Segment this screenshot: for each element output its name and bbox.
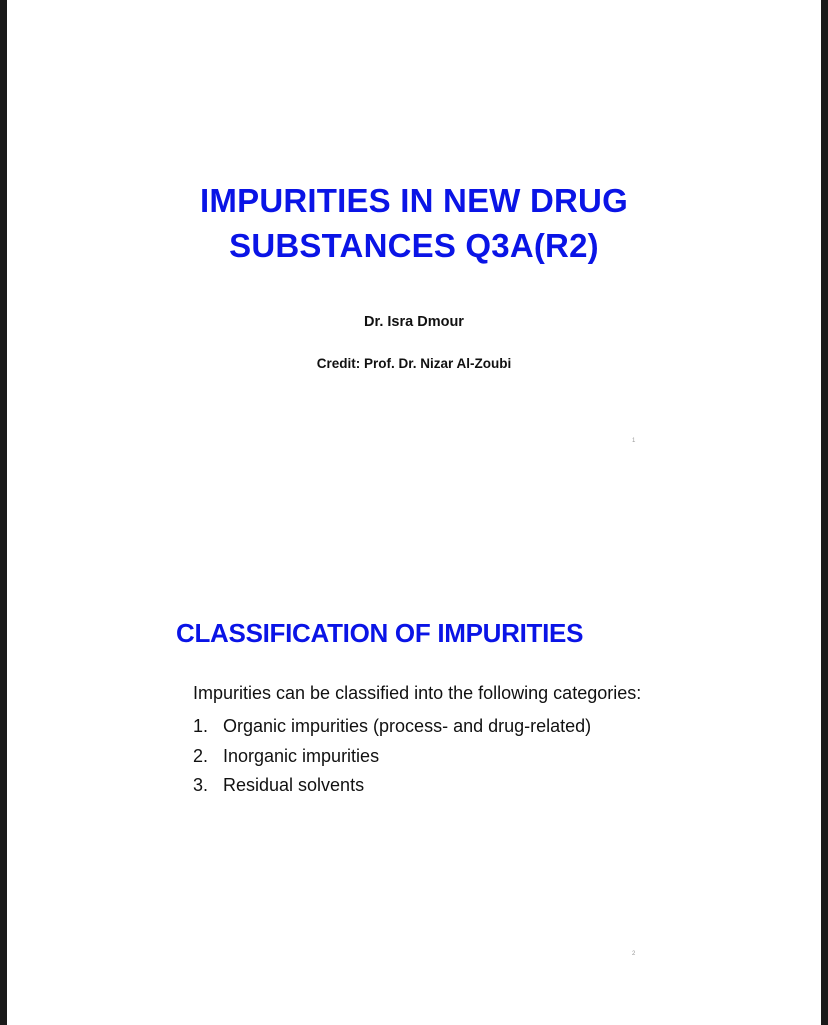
- author-name: Dr. Isra Dmour: [364, 314, 464, 330]
- list-item-text: Organic impurities (process- and drug-related): [223, 716, 592, 736]
- slide-1: [7, 0, 821, 512]
- slide-1-title: [7, 178, 821, 268]
- credit-line: Credit: Prof. Dr. Nizar Al-Zoubi: [316, 356, 512, 371]
- slide-2: [7, 512, 821, 1025]
- slide-2-page-number: 2: [632, 951, 636, 957]
- slide-1-title-line-2: SUBSTANCES Q3A(R2): [229, 227, 599, 264]
- slide-1-title-line-1: IMPURITIES IN NEW DRUG: [200, 182, 628, 219]
- intro-text: Impurities can be classified into the following categories:: [193, 683, 642, 703]
- list-item-number: 2.: [193, 745, 209, 766]
- impurity-category-list: [193, 712, 591, 801]
- list-item-number: 3.: [193, 775, 209, 795]
- document-page: [7, 0, 821, 1025]
- list-item: [193, 771, 591, 801]
- slide-1-page-number: 1: [632, 438, 636, 444]
- list-item: [193, 712, 591, 742]
- list-item: [193, 742, 591, 772]
- list-item-text: Residual solvents: [223, 775, 365, 795]
- slide-2-title: CLASSIFICATION OF IMPURITIES: [176, 618, 584, 648]
- list-item-number: 1.: [193, 716, 209, 736]
- list-item-text: Inorganic impurities: [223, 745, 380, 766]
